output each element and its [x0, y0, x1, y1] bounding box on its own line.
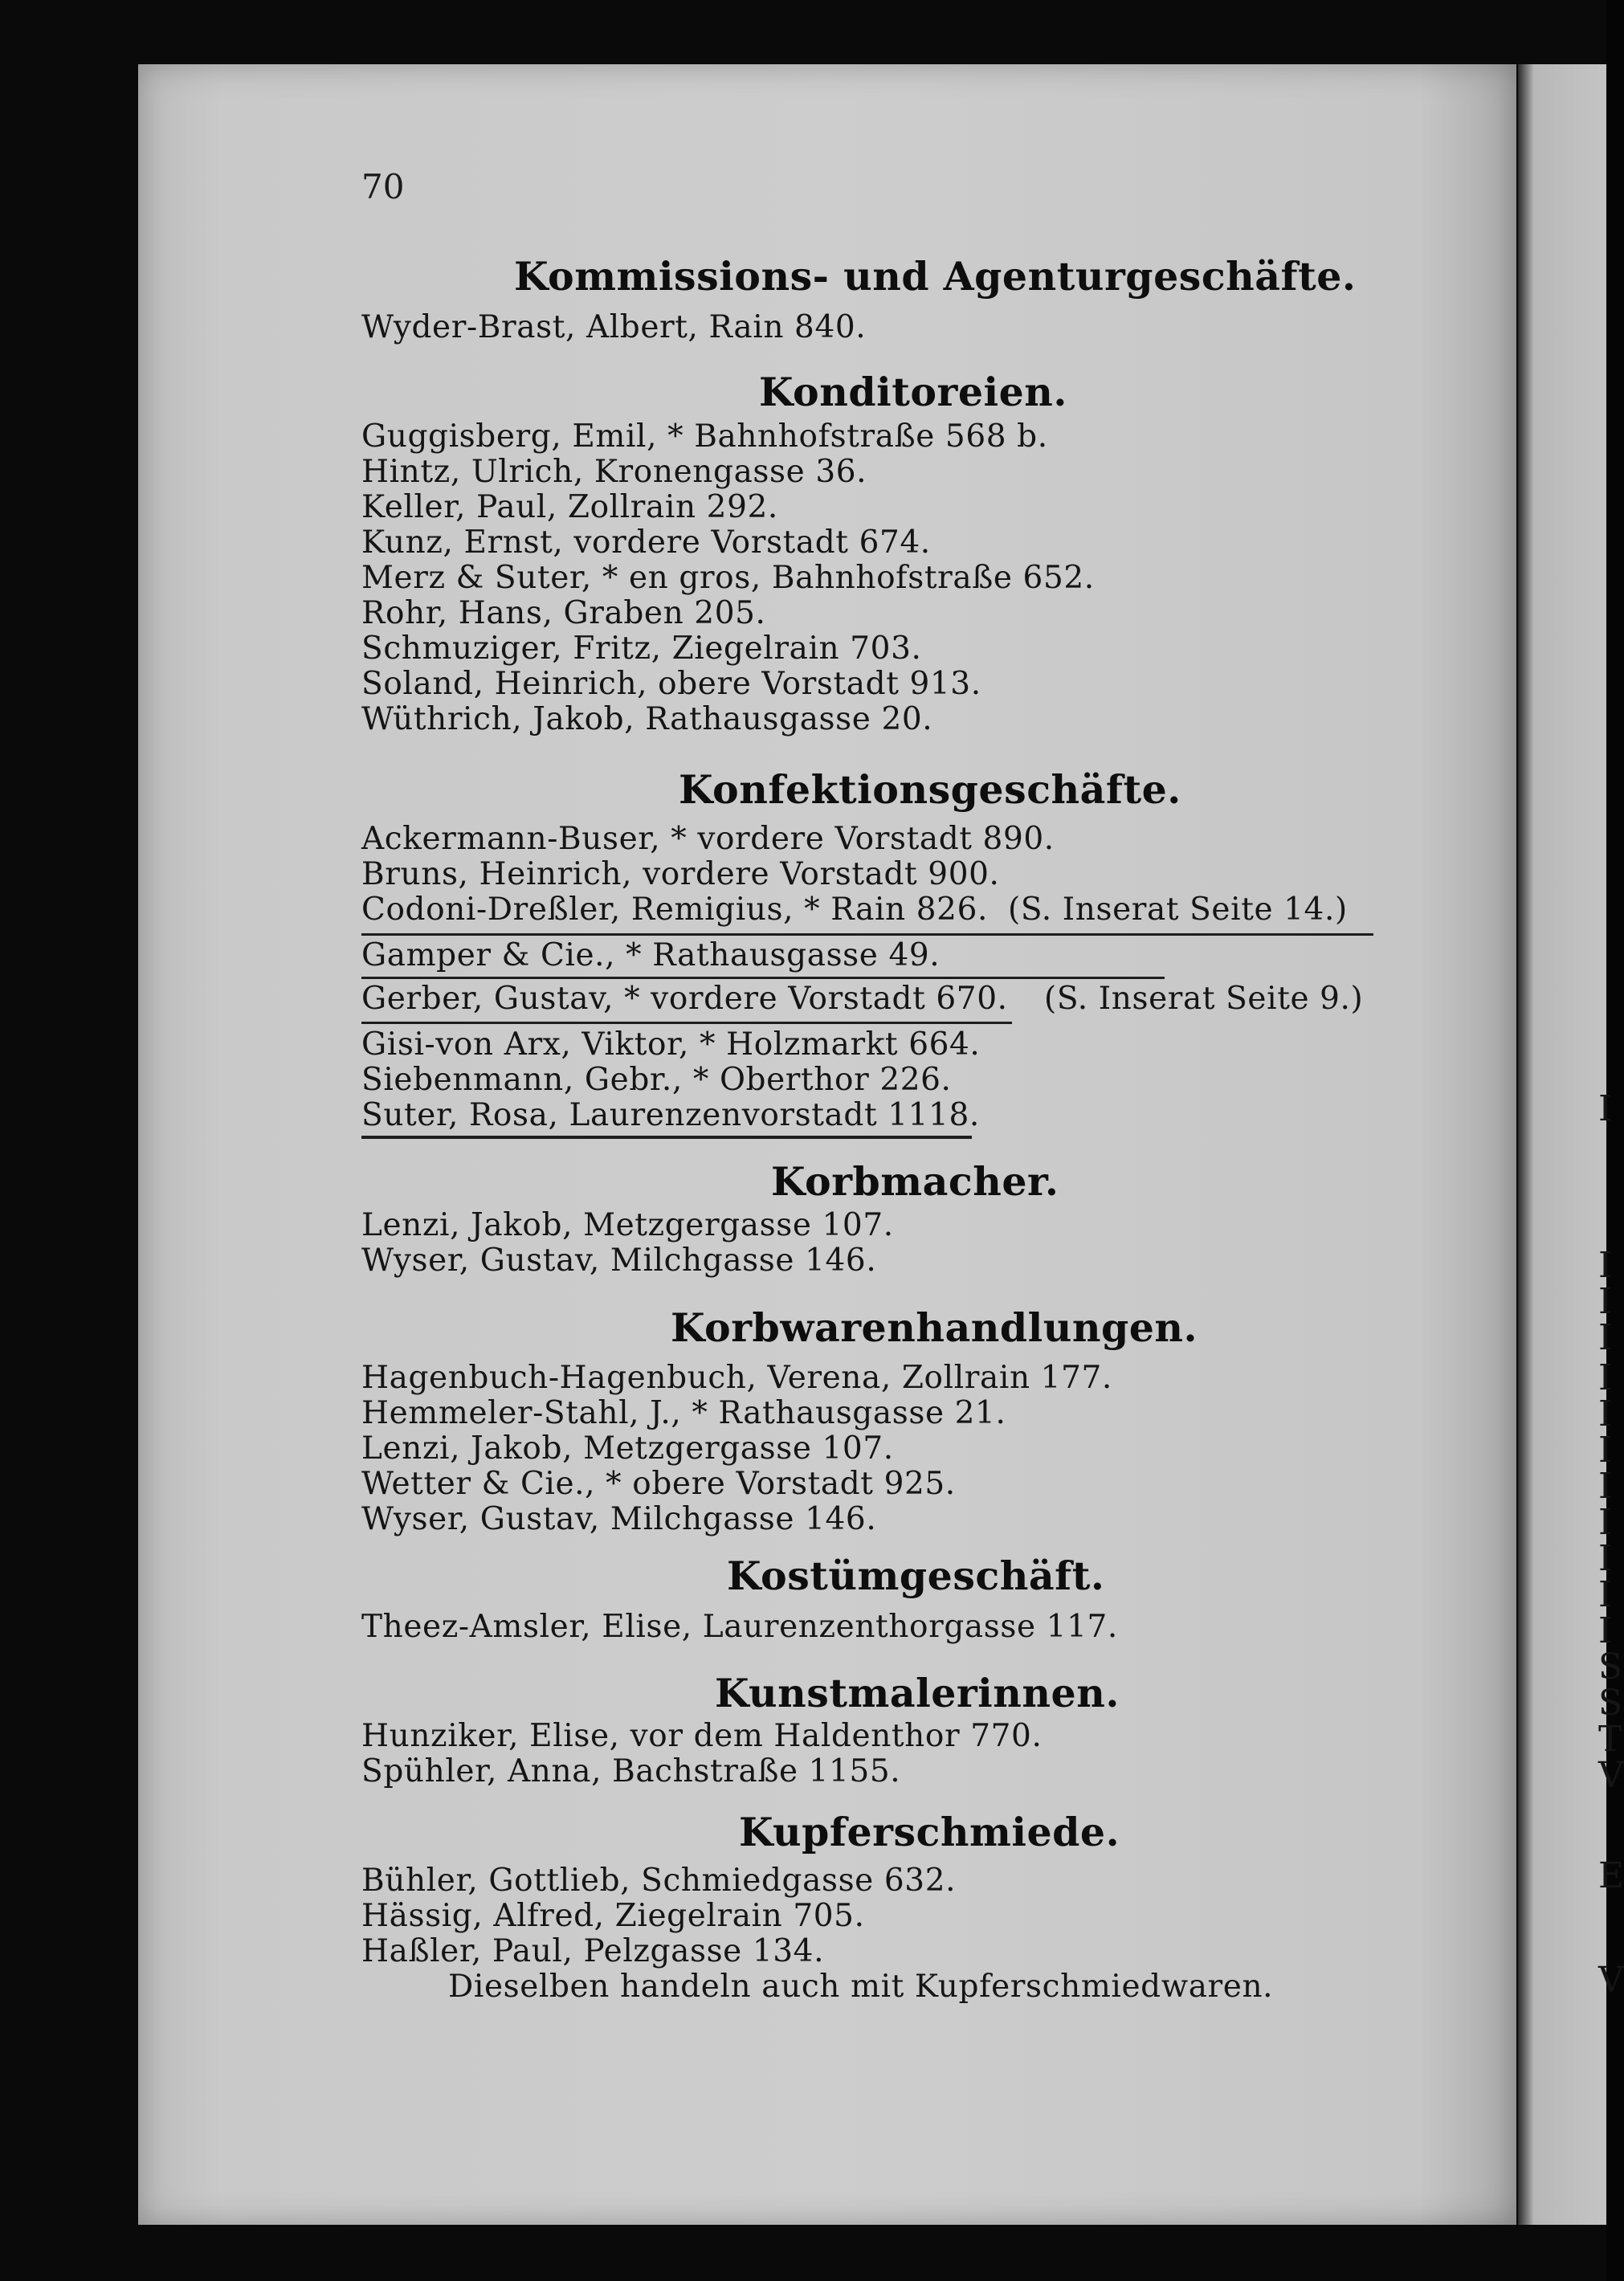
- facing-letter: I: [1598, 1393, 1613, 1434]
- directory-entry: Lenzi, Jakob, Metzgergasse 107.: [361, 1207, 894, 1243]
- directory-entry: Hässig, Alfred, Ziegelrain 705.: [361, 1898, 865, 1934]
- directory-entry: Siebenmann, Gebr., * Oberthor 226.: [361, 1062, 952, 1098]
- directory-entry: Spühler, Anna, Bachstraße 1155.: [361, 1753, 901, 1789]
- directory-entry: Ackermann-Buser, * vordere Vorstadt 890.: [361, 821, 1055, 857]
- directory-entry: Wüthrich, Jakob, Rathausgasse 20.: [361, 701, 933, 737]
- directory-entry: Hemmeler-Stahl, J., * Rathausgasse 21.: [361, 1395, 1006, 1431]
- directory-entry: Bühler, Gottlieb, Schmiedgasse 632.: [361, 1863, 957, 1899]
- facing-letter: S: [1598, 1683, 1623, 1724]
- section-heading: Korbwarenhandlungen.: [671, 1304, 1198, 1351]
- facing-letter: S: [1598, 1646, 1623, 1687]
- section-heading: Kostümgeschäft.: [727, 1553, 1105, 1599]
- directory-entry: Wyser, Gustav, Milchgasse 146.: [361, 1243, 877, 1279]
- facing-page-edge: [1518, 64, 1606, 2225]
- directory-entry: Theez-Amsler, Elise, Laurenzenthorgasse 117.: [361, 1609, 1118, 1645]
- underline-rule: [361, 1022, 1012, 1024]
- directory-entry: Gamper & Cie., * Rathausgasse 49.: [361, 937, 941, 973]
- directory-entry: Kunz, Ernst, vordere Vorstadt 674.: [361, 524, 931, 561]
- facing-letter: V: [1598, 1960, 1624, 2001]
- directory-entry: Hintz, Ulrich, Kronengasse 36.: [361, 454, 867, 490]
- page-number: 70: [361, 167, 405, 206]
- section-heading: Korbmacher.: [771, 1158, 1059, 1205]
- directory-entry: Wyder-Brast, Albert, Rain 840.: [361, 309, 867, 345]
- directory-entry: Hunziker, Elise, vor dem Haldenthor 770.: [361, 1718, 1043, 1754]
- facing-letter: I: [1598, 1245, 1613, 1286]
- directory-entry: Hagenbuch-Hagenbuch, Verena, Zollrain 177.: [361, 1360, 1112, 1396]
- facing-letter: V: [1598, 1755, 1624, 1796]
- section-heading: Konditoreien.: [759, 369, 1067, 415]
- facing-letter: I: [1598, 1574, 1613, 1615]
- section-heading: Konfektionsgeschäfte.: [679, 766, 1181, 813]
- facing-letter: I: [1598, 1430, 1613, 1471]
- facing-letter: I: [1598, 1610, 1613, 1651]
- section-heading: Kupferschmiede.: [739, 1809, 1120, 1855]
- facing-letter: T: [1598, 1719, 1622, 1760]
- facing-letter: I: [1598, 1088, 1613, 1129]
- underline-rule: [361, 933, 1373, 936]
- directory-entry: Gerber, Gustav, * vordere Vorstadt 670.: [361, 981, 1008, 1017]
- facing-letter: E: [1598, 1855, 1624, 1896]
- section-heading: Kommissions- und Agenturgeschäfte.: [514, 253, 1357, 300]
- directory-entry: Bruns, Heinrich, vordere Vorstadt 900.: [361, 856, 1000, 892]
- directory-entry: Suter, Rosa, Laurenzenvorstadt 1118.: [361, 1097, 980, 1133]
- directory-footnote: Dieselben handeln auch mit Kupferschmiedwaren.: [448, 1969, 1274, 2005]
- facing-letter: I: [1598, 1281, 1613, 1322]
- directory-entry: Keller, Paul, Zollrain 292.: [361, 489, 778, 525]
- directory-entry: Haßler, Paul, Pelzgasse 134.: [361, 1933, 825, 1969]
- facing-letter: I: [1598, 1538, 1613, 1579]
- facing-letter: I: [1598, 1466, 1613, 1507]
- facing-letter: I: [1598, 1317, 1613, 1358]
- directory-entry: Merz & Suter, * en gros, Bahnhofstraße 652.: [361, 560, 1095, 596]
- directory-entry: Wetter & Cie., * obere Vorstadt 925.: [361, 1466, 956, 1502]
- directory-entry: Soland, Heinrich, obere Vorstadt 913.: [361, 666, 981, 702]
- directory-entry: Lenzi, Jakob, Metzgergasse 107.: [361, 1430, 894, 1467]
- directory-entry: Wyser, Gustav, Milchgasse 146.: [361, 1501, 877, 1537]
- advertisement-note: (S. Inserat Seite 9.): [1044, 981, 1364, 1017]
- directory-entry: Gisi-von Arx, Viktor, * Holzmarkt 664.: [361, 1026, 981, 1063]
- facing-letter: I: [1598, 1502, 1613, 1543]
- section-heading: Kunstmalerinnen.: [715, 1670, 1120, 1716]
- directory-entry: Guggisberg, Emil, * Bahnhofstraße 568 b.: [361, 418, 1048, 455]
- facing-letter: I: [1598, 1357, 1613, 1398]
- advertisement-note: (S. Inserat Seite 14.): [1008, 892, 1348, 928]
- underline-rule: [361, 1136, 972, 1139]
- directory-entry: Codoni-Dreßler, Remigius, * Rain 826.: [361, 892, 988, 928]
- directory-entry: Schmuziger, Fritz, Ziegelrain 703.: [361, 630, 922, 667]
- directory-entry: Rohr, Hans, Graben 205.: [361, 595, 766, 631]
- underline-rule: [361, 977, 1165, 979]
